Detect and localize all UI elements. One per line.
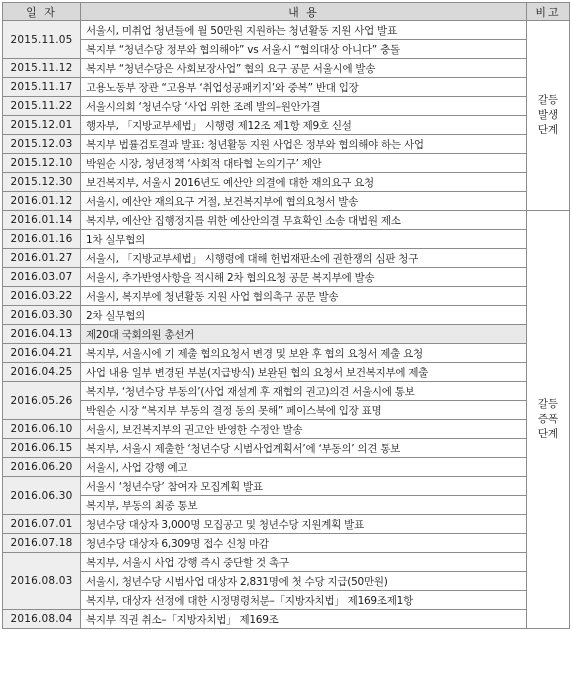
table-row <box>3 21 570 40</box>
table-row <box>3 458 570 477</box>
event-description: 서울시, 추가반영사항을 적시해 2차 협의요청 공문 복지부에 발송 <box>81 268 527 287</box>
table-row <box>3 439 570 458</box>
table-row <box>3 382 570 401</box>
table-row <box>3 59 570 78</box>
event-date: 2016.04.25 <box>3 363 81 382</box>
event-description: 복지부, 서울시에 기 제출 협의요청서 변경 및 보완 후 협의 요청서 제출 요청 <box>81 344 527 363</box>
event-description: 박원순 시장, 청년정책 ‘사회적 대타협 논의기구’ 제안 <box>81 154 527 173</box>
event-date: 2015.11.17 <box>3 78 81 97</box>
event-date: 2016.03.30 <box>3 306 81 325</box>
event-description: 복지부, ‘청년수당 부동의’(사업 재설계 후 재협의 권고)의견 서울시에 통보 <box>81 382 527 401</box>
event-description: 복지부, 부동의 최종 통보 <box>81 496 527 515</box>
event-date: 2016.06.20 <box>3 458 81 477</box>
event-date: 2015.12.03 <box>3 135 81 154</box>
table-row <box>3 591 570 610</box>
stage-label-text: 갈등 증폭 단계 <box>537 398 559 440</box>
event-date: 2016.08.03 <box>3 553 81 610</box>
event-date: 2016.04.21 <box>3 344 81 363</box>
event-date: 2016.04.13 <box>3 325 81 344</box>
table-row <box>3 211 570 230</box>
table-row <box>3 344 570 363</box>
event-date: 2015.12.10 <box>3 154 81 173</box>
table-row <box>3 496 570 515</box>
table-row <box>3 477 570 496</box>
table-row <box>3 572 570 591</box>
event-date: 2016.03.07 <box>3 268 81 287</box>
event-description: 서울시, 보건복지부의 권고안 반영한 수정안 발송 <box>81 420 527 439</box>
header-date: 일 자 <box>3 3 81 21</box>
event-date: 2015.11.22 <box>3 97 81 116</box>
table-row <box>3 116 570 135</box>
event-description: 행자부, 「지방교부세법」 시행령 제12조 제1항 제9호 신설 <box>81 116 527 135</box>
event-description: 복지부 법률검토결과 발표: 청년활동 지원 사업은 정부와 협의해야 하는 사업 <box>81 135 527 154</box>
event-description: 복지부, 대상자 선정에 대한 시정명령처분–「지방자치법」 제169조제1항 <box>81 591 527 610</box>
table-row <box>3 40 570 59</box>
event-date: 2015.11.05 <box>3 21 81 59</box>
event-date: 2015.12.30 <box>3 173 81 192</box>
event-date: 2016.07.18 <box>3 534 81 553</box>
header-note: 비고 <box>527 3 570 21</box>
event-description: 복지부, 예산안 집행정지를 위한 예산안의결 무효확인 소송 대법원 제소 <box>81 211 527 230</box>
event-description: 청년수당 대상자 6,309명 접수 신청 마감 <box>81 534 527 553</box>
event-date: 2016.07.01 <box>3 515 81 534</box>
table-row <box>3 515 570 534</box>
event-description: 보건복지부, 서울시 2016년도 예산안 의결에 대한 재의요구 요청 <box>81 173 527 192</box>
event-description: 서울시, 「지방교부세법」 시행령에 대해 헌법재판소에 권한쟁의 심판 청구 <box>81 249 527 268</box>
timeline-body <box>3 21 570 629</box>
event-description: 2차 실무협의 <box>81 306 527 325</box>
event-description: 복지부, 서울시 사업 강행 즉시 중단할 것 촉구 <box>81 553 527 572</box>
event-description: 사업 내용 일부 변경된 부분(지급방식) 보완된 협의 요청서 보건복지부에 제출 <box>81 363 527 382</box>
event-date: 2016.03.22 <box>3 287 81 306</box>
table-row <box>3 420 570 439</box>
event-date: 2016.01.12 <box>3 192 81 211</box>
event-description: 제20대 국회의원 총선거 <box>81 325 527 344</box>
table-row <box>3 401 570 420</box>
header-row <box>3 3 570 21</box>
stage-label <box>527 211 570 629</box>
event-date: 2015.11.12 <box>3 59 81 78</box>
table-row <box>3 154 570 173</box>
event-date: 2016.01.16 <box>3 230 81 249</box>
table-row <box>3 610 570 629</box>
event-date: 2016.06.15 <box>3 439 81 458</box>
table-row <box>3 78 570 97</box>
event-description: 1차 실무협의 <box>81 230 527 249</box>
event-description: 서울시, 청년수당 시범사업 대상자 2,831명에 첫 수당 지급(50만원) <box>81 572 527 591</box>
event-date: 2016.06.10 <box>3 420 81 439</box>
event-description: 서울시, 사업 강행 예고 <box>81 458 527 477</box>
table-row <box>3 287 570 306</box>
event-date: 2016.01.27 <box>3 249 81 268</box>
event-date: 2016.08.04 <box>3 610 81 629</box>
table-row <box>3 534 570 553</box>
event-description: 서울시, 복지부에 청년활동 지원 사업 협의촉구 공문 발송 <box>81 287 527 306</box>
timeline-table <box>2 2 570 629</box>
table-row <box>3 192 570 211</box>
stage-label-text: 갈등 발생 단계 <box>537 94 559 136</box>
table-row <box>3 97 570 116</box>
table-row <box>3 249 570 268</box>
event-description: 박원순 시장 “복지부 부동의 결정 동의 못해” 페이스북에 입장 표명 <box>81 401 527 420</box>
event-date: 2016.05.26 <box>3 382 81 420</box>
event-description: 서울시 ‘청년수당’ 참여자 모집계획 발표 <box>81 477 527 496</box>
event-date: 2016.01.14 <box>3 211 81 230</box>
table-row <box>3 230 570 249</box>
table-row <box>3 173 570 192</box>
table-row <box>3 325 570 344</box>
event-description: 고용노동부 장관 “고용부 ‘취업성공패키지’와 중복” 반대 입장 <box>81 78 527 97</box>
event-description: 서울시, 미취업 청년들에 월 50만원 지원하는 청년활동 지원 사업 발표 <box>81 21 527 40</box>
table-row <box>3 268 570 287</box>
event-description: 서울시, 예산안 재의요구 거절, 보건복지부에 협의요청서 발송 <box>81 192 527 211</box>
stage-label <box>527 21 570 211</box>
event-description: 서울시의회 ‘청년수당 ‘사업 위한 조례 발의–원안가결 <box>81 97 527 116</box>
header-content: 내 용 <box>81 3 527 21</box>
event-description: 복지부 직권 취소–「지방자치법」 제169조 <box>81 610 527 629</box>
table-row <box>3 363 570 382</box>
table-row <box>3 553 570 572</box>
event-date: 2015.12.01 <box>3 116 81 135</box>
table-row <box>3 135 570 154</box>
event-description: 청년수당 대상자 3,000명 모집공고 및 청년수당 지원계획 발표 <box>81 515 527 534</box>
event-description: 복지부 “청년수당은 사회보장사업” 협의 요구 공문 서울시에 발송 <box>81 59 527 78</box>
event-description: 복지부, 서울시 제출한 ‘청년수당 시범사업계획서’에 ‘부동의’ 의견 통보 <box>81 439 527 458</box>
event-description: 복지부 “청년수당 정부와 협의해야” vs 서울시 “협의대상 아니다” 충돌 <box>81 40 527 59</box>
timeline-document <box>2 2 569 629</box>
table-row <box>3 306 570 325</box>
event-date: 2016.06.30 <box>3 477 81 515</box>
